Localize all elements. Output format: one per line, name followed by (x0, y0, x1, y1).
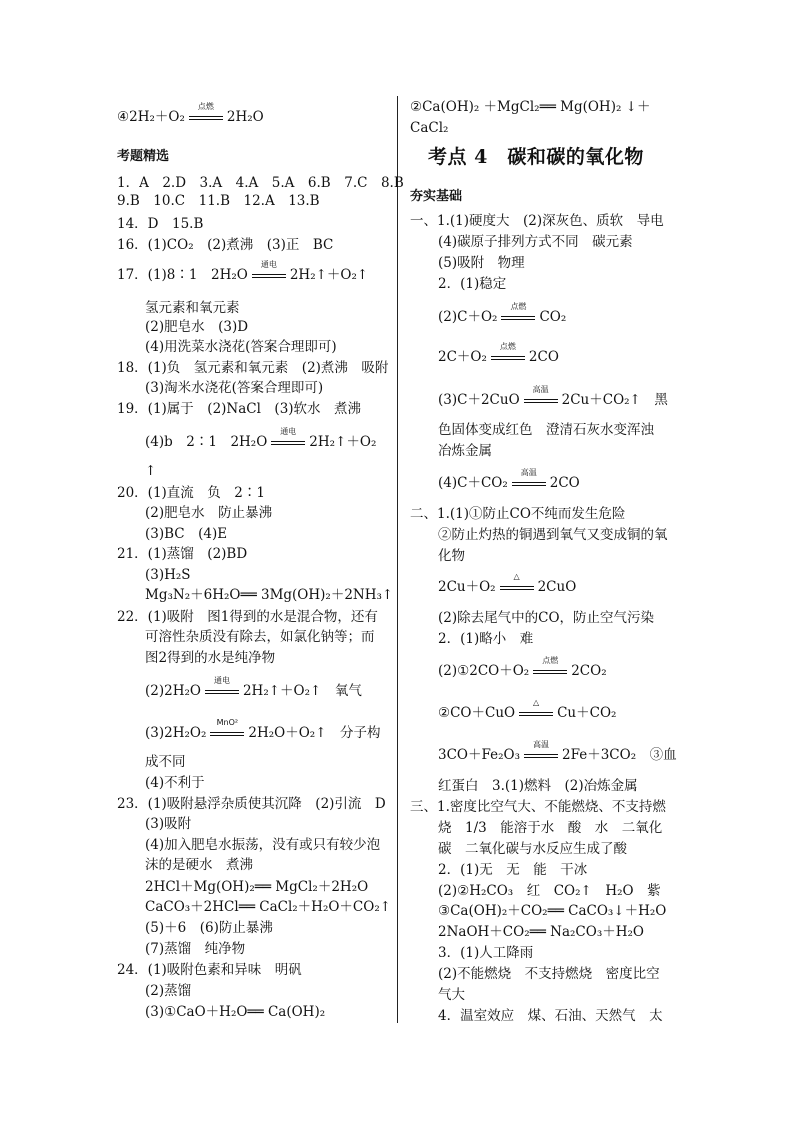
answer-line (145, 628, 375, 646)
line-text: 冶炼金属 (438, 443, 492, 459)
line-text: 1．A 2.D 3.A 4.A 5.A 6.B 7.C 8.B (117, 175, 404, 191)
answer-line (410, 505, 625, 523)
line-text: 气大 (438, 987, 465, 1003)
reaction-products: 2H₂↑＋O₂↑ 氧气 (242, 683, 362, 699)
line-text: 一、1.(1)硬度大 (2)深灰色、质软 导电 (410, 213, 664, 229)
reaction-arrow (210, 718, 244, 742)
answer-line (438, 302, 567, 326)
line-text: 成不同 (145, 754, 186, 770)
reaction-condition: MnO² (216, 718, 239, 727)
answer-line (438, 547, 465, 565)
line-text: 19．(1)属于 (2)NaCl (3)软水 煮沸 (117, 401, 362, 417)
section-heading (117, 148, 169, 166)
answer-line (438, 986, 465, 1004)
column-divider (397, 96, 398, 1023)
answer-line (145, 815, 191, 833)
line-text: 16．(1)CO₂ (2)煮沸 (3)正 BC (117, 237, 334, 253)
line-text: (3)①CaO＋H₂O══ Ca(OH)₂ (145, 1004, 326, 1020)
line-text: (4)加入肥皂水振荡，没有或只有较少泡 (145, 837, 381, 853)
answer-line (145, 753, 186, 771)
line-text: (3)BC (4)E (145, 526, 228, 542)
line-text: 2．(1)稳定 (438, 276, 507, 292)
answer-line (117, 102, 264, 126)
answer-line (117, 174, 404, 192)
answer-line (438, 1007, 663, 1025)
line-text: (2)2H₂O (145, 683, 201, 699)
line-text: 夯实基础 (410, 189, 463, 204)
reaction-arrow (500, 572, 534, 596)
line-text: (2)②H₂CO₃ 红 CO₂↑ H₂O 紫 (438, 883, 661, 899)
answer-line (438, 740, 677, 764)
answer-line (438, 254, 525, 272)
answer-line (117, 260, 369, 284)
answer-line (145, 718, 381, 742)
line-text: 二、1.(1)①防止CO不纯而发生危险 (410, 506, 626, 522)
answer-line (410, 212, 664, 230)
reaction-products: 2CuO (537, 579, 577, 595)
reaction-products: 2CO (549, 475, 580, 491)
answer-line (438, 275, 506, 293)
reaction-products: Cu＋CO₂ (557, 705, 617, 721)
line-text: Mg₃N₂＋6H₂O══ 3Mg(OH)₂＋2NH₃↑ (145, 587, 394, 603)
line-text: 4．温室效应 煤、石油、天然气 太 (438, 1008, 663, 1024)
answer-line (438, 902, 666, 920)
line-text: 17．(1)8∶1 2H₂O (117, 267, 248, 283)
line-text: CaCO₃＋2HCl══ CaCl₂＋H₂O＋CO₂↑ (145, 899, 392, 915)
line-text: 3．(1)人工降雨 (438, 945, 534, 961)
answer-line (117, 359, 388, 377)
line-text: (2)蒸馏 (145, 983, 192, 999)
line-text: 氢元素和氧元素 (145, 300, 240, 316)
reaction-condition: 通电 (213, 676, 230, 685)
reaction-condition: 点燃 (197, 102, 214, 111)
answer-line (117, 236, 333, 254)
reaction-condition: 点燃 (499, 342, 516, 351)
line-text: (3)2H₂O₂ (145, 725, 207, 741)
answer-line (410, 119, 448, 137)
answer-line (145, 427, 377, 451)
answer-line (438, 840, 627, 858)
line-text: 2HCl＋Mg(OH)₂══ MgCl₂＋2H₂O (145, 879, 369, 895)
line-text: (4)b 2∶1 2H₂O (145, 434, 268, 450)
reaction-condition: 高温 (533, 740, 549, 749)
answer-line (145, 525, 227, 543)
answer-line (117, 795, 386, 813)
line-text: (2)①2CO＋O₂ (438, 663, 530, 679)
answer-line (117, 608, 378, 626)
line-text: 沫的是硬水 煮沸 (145, 857, 253, 873)
answer-line (145, 649, 275, 667)
line-text: ④2H₂＋O₂ (117, 109, 185, 125)
reaction-arrow (519, 698, 553, 722)
line-text: (2)C＋O₂ (438, 309, 498, 325)
line-text: (2)肥皂水 防止暴沸 (145, 505, 273, 521)
line-text: (3)H₂S (145, 567, 191, 583)
reaction-arrow (189, 102, 223, 126)
answer-line (145, 462, 156, 480)
line-text: 9.B 10.C 11.B 12.A 13.B (117, 193, 320, 209)
answer-line (438, 923, 644, 941)
answer-line (410, 798, 666, 816)
line-text: ②CO＋CuO (438, 705, 516, 721)
line-text: 21．(1)蒸馏 (2)BD (117, 546, 248, 562)
reaction-products: 2CO (528, 349, 559, 365)
line-text: 化物 (438, 548, 465, 564)
reaction-condition: 通电 (260, 260, 277, 269)
line-text: ↑ (145, 463, 157, 479)
line-text: 2．(1)无 无 能 干冰 (438, 862, 588, 878)
line-text: 考题精选 (117, 149, 170, 164)
answer-line (145, 318, 248, 336)
line-text: 18．(1)负 氢元素和氧元素 (2)煮沸 吸附 (117, 360, 389, 376)
line-text: 色固体变成红色 澄清石灰水变浑浊 (438, 422, 654, 438)
line-text: (4)碳原子排列方式不同 碳元素 (438, 234, 633, 250)
answer-line (145, 1003, 325, 1021)
reaction-arrow (524, 385, 558, 409)
reaction-products: 2H₂↑＋O₂ (309, 434, 377, 450)
line-text: (4)用洗菜水浇花(答案合理即可) (145, 339, 337, 355)
answer-line (438, 609, 654, 627)
line-text: (3)淘米水浇花(答案合理即可) (145, 380, 324, 396)
reaction-condition: △ (513, 572, 520, 581)
line-text: 烧 1/3 能溶于水 酸 水 二氧化 (438, 820, 663, 836)
answer-line (145, 836, 380, 854)
answer-line (438, 630, 533, 648)
line-text: 23．(1)吸附悬浮杂质使其沉降 (2)引流 D (117, 796, 386, 812)
answer-line (438, 698, 617, 722)
answer-line (145, 856, 253, 874)
reaction-condition: 高温 (520, 468, 537, 477)
answer-line (145, 299, 240, 317)
reaction-arrow (501, 302, 535, 326)
line-text: 22．(1)吸附 图1得到的水是混合物，还有 (117, 609, 378, 625)
answer-line (145, 379, 323, 397)
line-text: (4)C＋CO₂ (438, 475, 508, 491)
line-text: 2C＋O₂ (438, 349, 487, 365)
answer-line (117, 215, 203, 233)
line-text: (5)＋6 (6)防止暴沸 (145, 920, 273, 936)
answer-line (438, 944, 533, 962)
answer-line (438, 468, 580, 492)
answer-line (438, 442, 492, 460)
answer-line (117, 400, 361, 418)
reaction-condition: △ (533, 698, 540, 707)
line-text: 碳 二氧化碳与水反应生成了酸 (438, 841, 627, 857)
reaction-condition: 通电 (280, 427, 297, 436)
line-text: ③Ca(OH)₂＋CO₂══ CaCO₃↓＋H₂O (438, 903, 667, 919)
answer-line (145, 774, 205, 792)
answer-line (438, 526, 668, 544)
reaction-condition: 点燃 (542, 656, 559, 665)
answer-line (438, 342, 559, 366)
line-text: ②防止灼热的铜遇到氧气又变成铜的氧 (438, 527, 668, 543)
answer-line (438, 572, 577, 596)
answer-line (145, 878, 368, 896)
answer-line (145, 919, 273, 937)
answer-line (145, 504, 272, 522)
reaction-products: 2CO₂ (571, 663, 607, 679)
answer-line (145, 676, 362, 700)
reaction-arrow (512, 468, 546, 492)
reaction-arrow (271, 427, 305, 451)
line-text: (2)肥皂水 (3)D (145, 319, 249, 335)
line-text: (4)不利于 (145, 775, 205, 791)
reaction-products: CO₂ (539, 309, 567, 325)
line-text: (7)蒸馏 纯净物 (145, 941, 246, 957)
section-heading (410, 188, 462, 206)
answer-line (438, 385, 668, 409)
line-text: 2NaOH＋CO₂══ Na₂CO₃＋H₂O (438, 924, 644, 940)
line-text: (2)除去尾气中的CO，防止空气污染 (438, 610, 655, 626)
reaction-products: 2H₂O (226, 109, 264, 125)
reaction-products: 2H₂O＋O₂↑ 分子构 (248, 725, 381, 741)
reaction-condition: 点燃 (510, 302, 527, 311)
answer-line (438, 421, 654, 439)
line-text: 2．(1)略小 难 (438, 631, 534, 647)
answer-line (145, 338, 337, 356)
answer-line (145, 982, 191, 1000)
line-text: 14．D 15.B (117, 216, 204, 232)
answer-line (117, 484, 265, 502)
reaction-arrow (252, 260, 286, 284)
reaction-condition: 高温 (532, 385, 549, 394)
reaction-products: 2Fe＋3CO₂ ③血 (562, 747, 677, 763)
answer-line (438, 233, 633, 251)
line-text: 考点 4 碳和碳的氧化物 (428, 146, 644, 168)
line-text: (2)不能燃烧 不支持燃烧 密度比空 (438, 966, 660, 982)
line-text: 三、1.密度比空气大、不能燃烧、不支持燃 (410, 799, 666, 815)
line-text: CaCl₂ (410, 120, 449, 136)
line-text: 3CO＋Fe₂O₃ (438, 747, 520, 763)
answer-line (438, 656, 607, 680)
answer-line (438, 777, 638, 795)
line-text: (3)吸附 (145, 816, 192, 832)
line-text: 24．(1)吸附色素和异味 明矾 (117, 962, 302, 978)
line-text: 20．(1)直流 负 2∶1 (117, 485, 265, 501)
answer-line (438, 861, 587, 879)
line-text: 红蛋白 3.(1)燃料 (2)冶炼金属 (438, 778, 638, 794)
answer-line (145, 898, 391, 916)
answer-line (117, 545, 247, 563)
reaction-products: 2Cu＋CO₂↑ 黑 (561, 392, 668, 408)
line-text: 2Cu＋O₂ (438, 579, 496, 595)
reaction-arrow (205, 676, 239, 700)
reaction-arrow (533, 656, 567, 680)
answer-line (438, 819, 662, 837)
line-text: (5)吸附 物理 (438, 255, 525, 271)
line-text: (3)C＋2CuO (438, 392, 520, 408)
answer-line (145, 586, 393, 604)
reaction-arrow (524, 740, 558, 764)
answer-line (117, 192, 320, 210)
line-text: ②Ca(OH)₂ ＋MgCl₂══ Mg(OH)₂ ↓＋ (410, 99, 651, 115)
answer-line (145, 940, 245, 958)
line-text: 可溶性杂质没有除去，如氯化钠等；而 (145, 629, 375, 645)
section-heading (428, 148, 644, 166)
reaction-arrow (491, 342, 525, 366)
answer-line (145, 566, 191, 584)
answer-line (117, 961, 302, 979)
line-text: 图2得到的水是纯净物 (145, 650, 276, 666)
reaction-products: 2H₂↑＋O₂↑ (289, 267, 369, 283)
answer-line (410, 98, 650, 116)
answer-line (438, 882, 661, 900)
answer-line (438, 965, 660, 983)
